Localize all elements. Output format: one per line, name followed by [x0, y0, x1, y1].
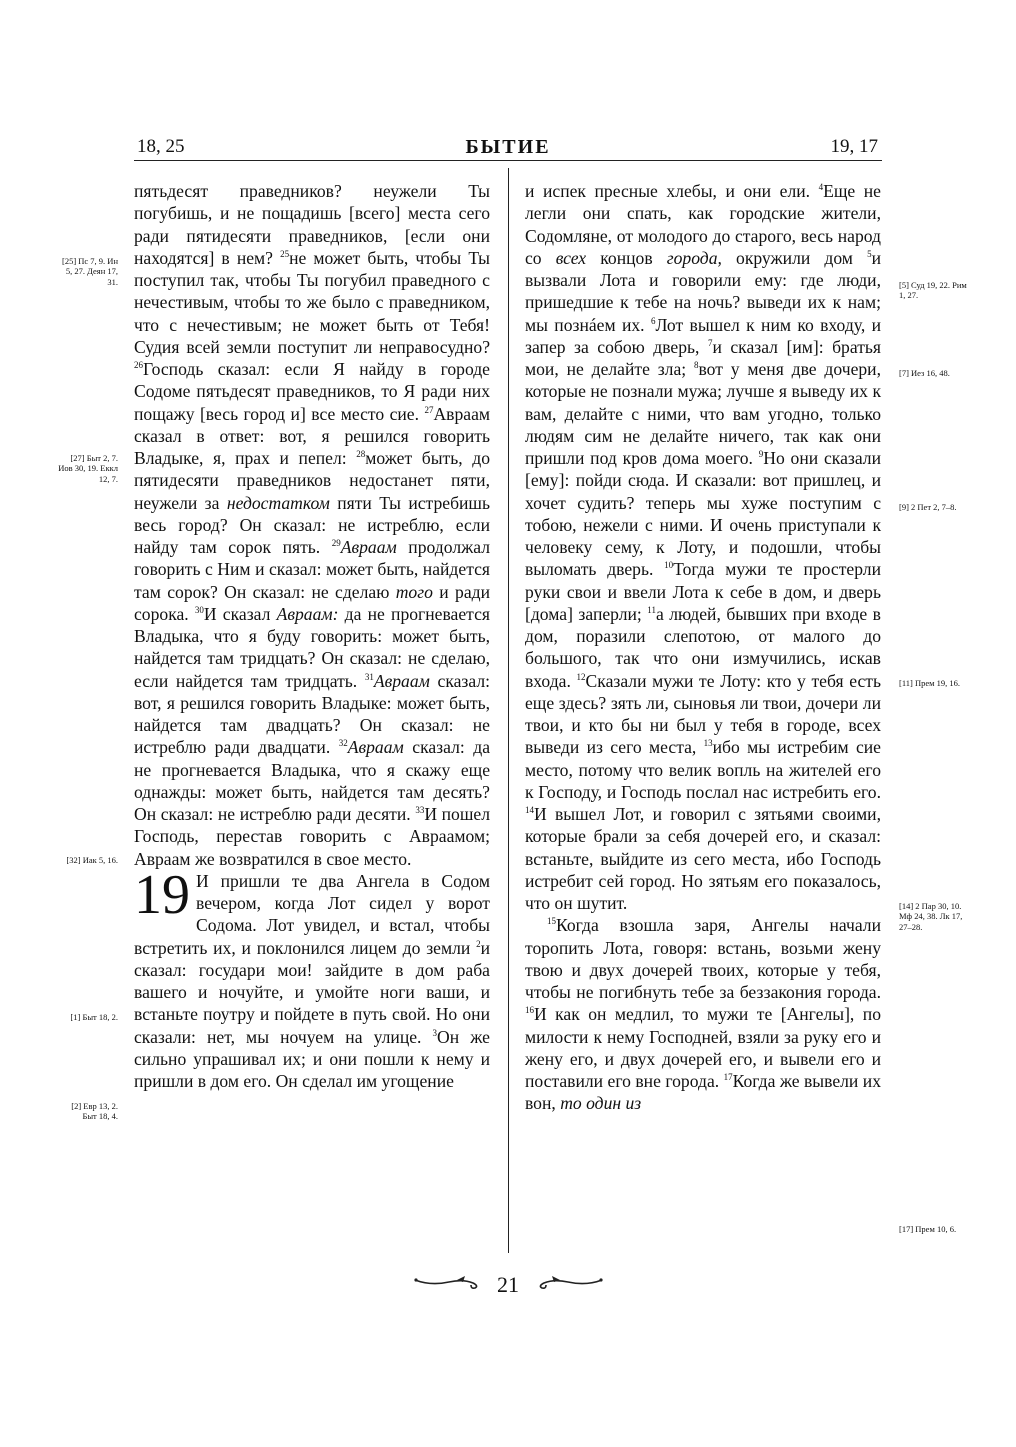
right-paragraph-2: $^{15}$Когда взошла заря, Ангелы начали торопить Лота, говоря: встань, возьми жену твою и двух дочерей твоих, которые у тебя, чтобы не погибнуть тебе за беззакония города. $^{16}$И как он медлил, то мужи те [Ангелы], по милости к нему Господней, взяли за руку его и жену его, и двух дочерей его, и вывели его и поставили его вне города. $^{17}$Когда же вывели их вон, то один из: [525, 915, 881, 1114]
header-left-reference: 18, 25: [137, 136, 185, 157]
verse-number: 13: [703, 738, 713, 749]
margin-reference: [9] 2 Пет 2, 7–8.: [899, 502, 957, 512]
verse-number: 32: [338, 738, 348, 749]
verse-number: 14: [525, 805, 534, 816]
verse-number: 12: [576, 671, 586, 682]
verse-number: 29: [331, 538, 341, 549]
verse-number: 31: [364, 671, 374, 682]
verse-number: 17: [723, 1072, 733, 1083]
margin-reference: [2] Евр 13, 2. Быт 18, 4.: [71, 1101, 118, 1122]
margin-reference: [14] 2 Пар 30, 10. Мф 24, 38. Лк 17, 27–28.: [899, 901, 963, 932]
right-column: [525, 180, 881, 1115]
verse-number: 15: [547, 916, 556, 927]
verse-number: 4: [818, 182, 824, 193]
margin-reference: [17] Прем 10, 6.: [899, 1224, 957, 1234]
margin-reference: [32] Иак 5, 16.: [66, 855, 118, 865]
left-paragraph: пятьдесят праведников? неужели Ты погубишь, и не пощадишь [всего] места сего ради пятидесяти праведников, [если они находятся] в нем? $^{25}$не может быть, чтобы Ты поступил так, чтобы Ты погубил праведного с нечестивым, чтобы то же было с праведником, что с нечестивым; не может быть от Тебя! Судия всей земли поступит ли неправосудно? $^{26}$Господь сказал: если Я найду в городе Содоме пятьдесят праведников, то Я ради них пощажу [весь город и] все место сие. $^{27}$Авраам сказал в ответ: вот, я решился говорить Владыке, я, прах и пепел: $^{28}$может быть, до пятидесяти праведников недостанет пяти, неужели за недостатком пяти Ты истребишь весь город? Он сказал: не истреблю, если найду там сорок пять. $^{29}$Авраам продолжал говорить с Ним и сказал: может быть, найдется там сорок? Он сказал: не сделаю того и ради сорока. $^{30}$И сказал Авраам: да не прогневается Владыка, что я буду говорить: может быть, найдется там тридцать? Он сказал: не сделаю, если найдется там тридцать. $^{31}$Авраам сказал: вот, я решился говорить Владыке: может быть, найдется там двадцать? Он сказал: не истреблю ради двадцати. $^{32}$Авраам сказал: да не прогневается Владыка, что я скажу еще однажды: может быть, найдется там десять? Он сказал: не истреблю ради десяти. $^{33}$И пошел Господь, перестав говорить с Авраамом; Авраам же возвратился в свое место.: [134, 181, 491, 869]
verse-number: 30: [194, 604, 204, 615]
chapter-number: 19: [134, 863, 190, 926]
right-ornament-icon: [532, 1274, 604, 1290]
verse-number: 7: [707, 337, 713, 348]
left-column: [134, 180, 490, 1092]
verse-number: 25: [280, 248, 290, 259]
margin-reference: [1] Быт 18, 2.: [70, 1012, 118, 1022]
verse-number: 10: [664, 560, 674, 571]
verse-number: 2: [476, 938, 481, 949]
verse-number: 26: [134, 360, 143, 371]
right-paragraph: и испек пресные хлебы, и они ели. $^4$Еще не легли они спать, как городские жители, Содомляне, от молодого до старого, весь народ со всех концов города, окружили дом $^5$и вызвали Лота и говорили ему: где люди, пришедшие к тебе на ночь? выведи их к нам; мы познáем их. $^6$Лот вышел к ним ко входу, и запер за собою дверь, $^7$и сказал [им]: братья мои, не делайте зла; $^8$вот у меня две дочери, которые не познали мужа; лучше я выведу их к вам, делайте с ними, что вам угодно, только людям сим не делайте ничего, так как они пришли под кров дома моего. $^9$Но они сказали [ему]: пойди сюда. И сказали: вот пришлец, и хочет судить? теперь мы хуже поступим с тобою, нежели с ними. И очень приступали к человеку сему, к Лоту, и подошли, чтобы выломать дверь. $^{10}$Тогда мужи те простерли руки свои и ввели Лота к себе в дом, и дверь [дома] заперли; $^{11}$а людей, бывших при входе в дом, поразили слепотою, от малого до большого, так что они измучились, искав входа. $^{12}$Сказали мужи те Лоту: кто у тебя есть еще здесь? зять ли, сыновья ли твои, дочери ли твои, и кто бы ни был у тебя в городе, всех выведи из сего места, $^{13}$ибо мы истребим сие место, потому что велик вопль на жителей его к Господу, и Господь послал нас истребить его. $^{14}$И вышел Лот, и говорил с зятьями своими, которые брали за себя дочерей его, и сказал: встаньте, выйдите из сего места, ибо Господь истребит сей город. Но зятьям его показалось, что он шутит.: [525, 181, 882, 913]
margin-reference: [25] Пс 7, 9. Ин 5, 27. Деян 17, 31.: [61, 256, 118, 287]
verse-number: 27: [424, 404, 434, 415]
verse-number: 33: [415, 805, 425, 816]
page-title: БЫТИЕ: [465, 136, 551, 158]
verse-number: 28: [356, 449, 366, 460]
verse-number: 6: [650, 315, 656, 326]
margin-reference: [7] Иез 16, 48.: [899, 368, 950, 378]
column-divider: [508, 168, 509, 1253]
verse-number: 5: [867, 248, 872, 259]
header-right-reference: 19, 17: [830, 136, 878, 157]
margin-reference: [27] Быт 2, 7. Иов 30, 19. Еккл 12, 7.: [58, 453, 118, 484]
verse-number: 9: [758, 449, 764, 460]
verse-number: 3: [432, 1027, 438, 1038]
margin-reference: [11] Прем 19, 16.: [899, 678, 961, 688]
verse-number: 11: [647, 604, 656, 615]
page-number: 21: [497, 1272, 519, 1297]
chapter-19-paragraph: 19 И пришли те два Ангела в Содом вечером, когда Лот сидел у ворот Содома. Лот увидел, и встал, чтобы встретить их, и поклонился лицем до земли $^2$и сказал: государи мои! зайдите в дом раба вашего и ночуйте, и умойте ноги ваши, и встаньте поутру и пойдете в путь свой. Но они сказали: нет, мы ночуем на улице. $^3$Он же сильно упрашивал их; и они пошли к нему и пришли в дом его. Он сделал им угощение: [134, 863, 490, 1091]
verse-number: 8: [693, 360, 699, 371]
verse-number: 16: [525, 1005, 534, 1016]
margin-reference: [5] Суд 19, 22. Рим 1, 27.: [899, 280, 967, 301]
header-rule: [134, 160, 882, 161]
